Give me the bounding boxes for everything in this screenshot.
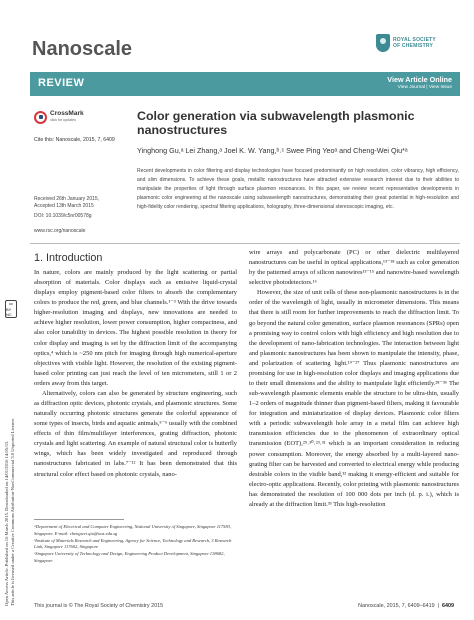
received-date: Received 26th January 2015, <box>34 196 100 202</box>
view-journal-issue-links[interactable]: View Journal | View Issue <box>397 85 452 90</box>
license-text <box>4 66 16 606</box>
rsc-logo[interactable] <box>376 30 448 56</box>
review-banner <box>30 72 460 96</box>
crossmark-icon <box>34 111 47 124</box>
rsc-logo-text: ROYAL SOCIETY OF CHEMISTRY <box>393 37 436 49</box>
section-label: REVIEW <box>38 77 85 89</box>
accepted-date: Accepted 13th March 2015 <box>34 203 94 210</box>
author-list: Yinghong Gu,ᵃ Lei Zhang,ᵃ Joel K. W. Yang,ᵇ˒ᶜ Swee Ping Yeoᵃ and Cheng-Wei Qiu*ᵃ <box>137 146 408 155</box>
journal-title: Nanoscale <box>32 38 133 60</box>
affiliation: ᵇInstitute of Materials Research and Engineering, Agency for Science, Technology and Research, 3 Research Link, Singapore 117602, Singapore <box>34 537 232 550</box>
view-article-online-link[interactable]: View Article Online <box>387 75 452 84</box>
footnote-rule <box>34 519 124 520</box>
doi[interactable]: DOI: 10.1039/c5nr00578g <box>34 213 92 219</box>
paragraph: Alternatively, colors can also be generated by structure engineering, such as diffraction optic devices, photonic crystals, and plasmonic structures. Some naturally occurring photonic structures generate the colorful appearance of some types of insects, birds and aquatic animals,⁵⁻⁶ usually with the combined effects of thin film/multilayer interferences, grating diffraction, photonic crystals and light scattering. An example of natural structural color is butterfly wings, which has been widely investigated and reproduced through nanostructures fabricated in labs.⁷⁻¹² It has been demonstrated that this structural color effect based on photonic crystals, nano- <box>34 389 237 478</box>
citation: Cite this: Nanoscale, 2015, 7, 6409 <box>34 137 115 143</box>
article-title: Color generation via subwavelength plasmonic nanostructures <box>137 109 415 137</box>
section-divider <box>30 243 460 244</box>
affiliation: ᵃDepartment of Electrical and Computer Engineering, National University of Singapore, Singapore 117583, Singapore. E-mail: chengwei.qiu@nus.edu.sg <box>34 524 232 536</box>
abstract: Recent developments in color filtering and display technologies have focused predominantly on high resolution, color vibrancy, high efficiency, and slim dimensions. To achieve these goals, metallic nanostructures have attracted extensive research interest due to their abilities to manipulate the properties of light through surface plasmon resonances. In this paper, we review recent representative developments in plasmonic color engineering at the nanoscale using subwavelength nanostructures, demonstrating their great potential in high-resolution and high-fidelity color rendering, spectral filtering applications, holography, three-dimensional stereoscopic imaging, etc. <box>137 168 459 210</box>
paragraph: In nature, colors are mainly produced by the light scattering or partial absorption of materials. Color displays such as emissive liquid-crystal displays employ pigment-based color filters to absorb the complementary colors to produce the red, green, and blue channels.¹⁻³ With the drive towards higher-resolution imaging and displays, new innovations are needed to achieve higher resolution, lower power consumption, higher compactness, and also color tunability in devices. The highest possible resolution in theory for color display and imaging is set by the diffraction limit of the accompanying optics,⁴ which is ~250 nm pitch for imaging through high numerical-aperture objectives with visible light. However, the resolution of the existing pigment-based color printing can just reach the level of ten micrometers, still 1 or 2 orders away from this target. <box>34 269 237 387</box>
section-heading: 1. Introduction <box>34 252 103 264</box>
crossmark-button[interactable] <box>34 108 94 126</box>
view-online-links <box>387 75 452 90</box>
cc-label: cc <box>9 301 13 306</box>
publication-note: Open Access Article. Published on 16 March 2015. Downloaded on 14/01/2016 14:05:53. <box>4 440 9 606</box>
page-footer: Nanoscale, 2015, 7, 6409–6419 | 6409 <box>358 603 454 609</box>
cc-license-icon[interactable] <box>5 300 17 318</box>
affiliations <box>34 524 239 565</box>
crossmark-sub: click for updates <box>50 118 76 122</box>
license-sidebar <box>0 0 22 620</box>
rsc-crest-icon <box>376 34 390 52</box>
journal-website-link[interactable]: www.rsc.org/nanoscale <box>34 228 86 234</box>
cc-terms: BY NC <box>6 307 12 317</box>
crossmark-label: CrossMark <box>50 110 84 117</box>
footer-citation: Nanoscale, 2015, 7, 6409–6419 <box>358 603 435 609</box>
body-column-right <box>249 248 459 596</box>
received-dates <box>34 196 99 210</box>
paragraph: However, the size of unit cells of these non-plasmonic nanostructures is in the order of the wavelength of light, usually in micrometer dimensions. This means that there is still room for further improvements to reach the diffraction limit. To go beyond the natural color generation, surface plasmon resonances (SPRs) open a promising way to control colors with high efficiency and high resolution due to the development of nano-fabrication technologies. The interaction between light and plasmonic nanostructures has been shown to manipulate the intensity, phase, and polarization of scattering light.¹⁹⁻²⁷ Thus plasmonic nanostructures are promising for use in high-resolution color displays and imaging applications due to their small dimensions and the ability to manipulate light efficiently.²⁸⁻³⁶ The sub-wavelength plasmonic elements enable the structure to be ultra-thin, usually 1–2 orders of magnitude thinner than pigment-based filters, making it favourable for integration and miniaturization of display devices. Plasmonic color filters with a periodic subwavelength hole array in a metal film can achieve high transmission efficiencies due to the phenomenon of extraordinary optical transmission (EOT),²⁹˒³⁰˒²³˒³¹ which is an important consideration in reducing power consumption. Moreover, the energy absorbed by a multi-layered nano-grating filter can be harvested and converted to electrical energy while producing desirable colors in the visible band,³² making it energy-efficient and suitable for electro-optic applications. Recently, color printing with plasmonic nanostructures has demonstrated the resolution of 100 000 dots per inch (d. p. i.), which is already at the diffraction limit.³³ This high-resolution <box>249 289 459 508</box>
body-column-left <box>34 268 237 513</box>
licence-note: This article is licensed under a Creative Commons Attribution-NonCommercial 3.0 Unported Licence. <box>10 417 15 606</box>
affiliation: ᶜSingapore University of Technology and Design, Engineering Product Development, Singapore 138682, Singapore <box>34 551 225 563</box>
paragraph: wire arrays and polycarbonate (PC) or other dielectric multilayered nanostructures can be useful in optical applications,¹³⁻¹⁸ such as color generation by the patterned arrays of silicon nanowires¹³⁻¹⁵ and nanowire-based wavelength selective photodetectors.¹⁶ <box>249 249 459 287</box>
page-number: 6409 <box>442 603 454 609</box>
copyright-footer: This journal is © The Royal Society of Chemistry 2015 <box>34 603 164 609</box>
